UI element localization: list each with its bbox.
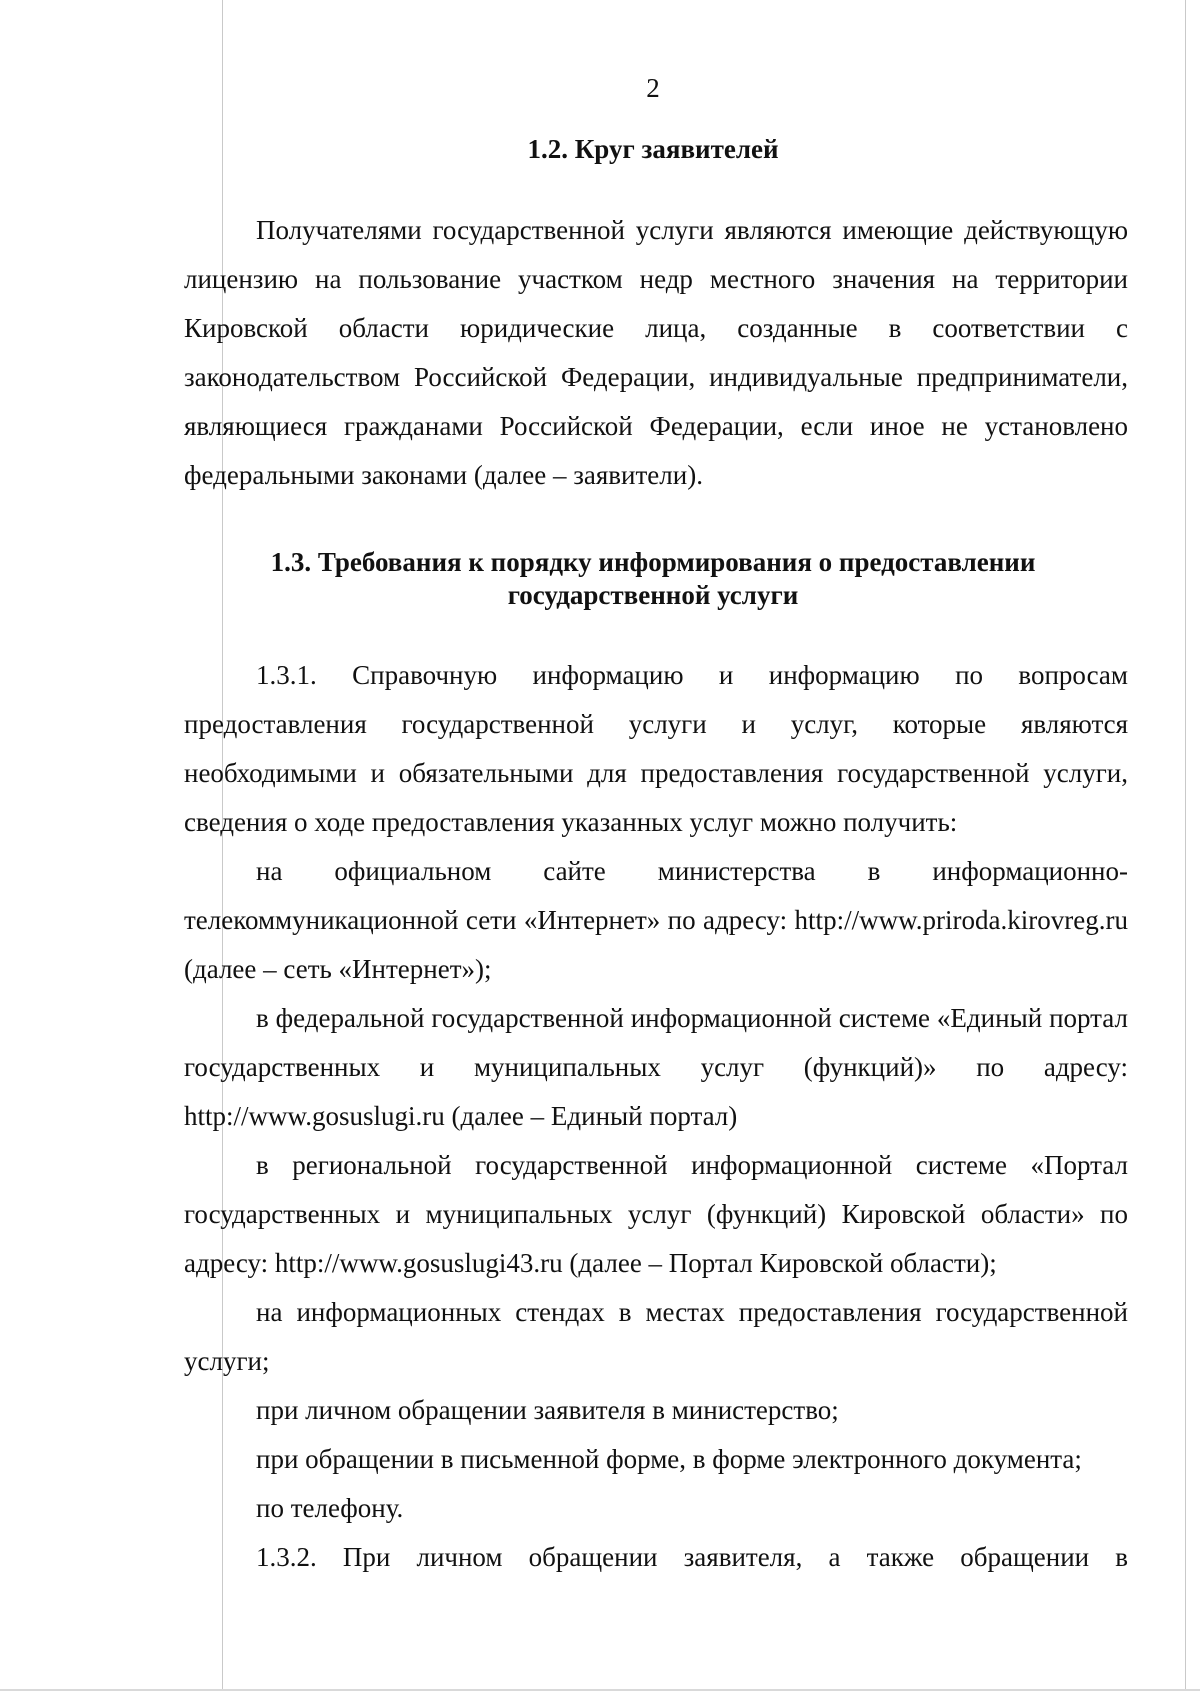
section-1-3-heading-line2: государственной услуги [507,580,799,610]
section-1-3-heading-line1: 1.3. Требования к порядку информирования о предоставлении [270,547,1036,577]
paragraph-personal-visit: при личном обращении заявителя в министерство; [256,1395,839,1425]
paragraph-phone: по телефону. [256,1493,404,1523]
paragraph-federal-portal: в федеральной государственной информационной системе «Единый портал государственных и муниципальных услуг (функций)» по адресу: http://www.gosuslugi.ru (далее – Единый портал) [184,1003,1128,1131]
section-1-2-paragraph: Получателями государственной услуги являются имеющие действующую лицензию на пользование участком недр местного значения на территории Кировской области юридические лица, созданные в соответствии с законодательством Российской Федерации, индивидуальные предприниматели, являющиеся гражданами Российской Федерации, если иное не установлено федеральными законами (далее – заявители). [184,215,1128,490]
section-1-2-heading: 1.2. Круг заявителей [527,134,779,164]
paragraph-info-stands: на информационных стендах в местах предоставления государственной услуги; [184,1297,1128,1376]
paragraph-written-request: при обращении в письменной форме, в форме электронного документа; [256,1444,1082,1474]
scan-edge-right [1185,0,1186,1691]
paragraph-1-3-1: 1.3.1. Справочную информацию и информацию по вопросам предоставления государственной услуги и услуг, которые являются необходимыми и обязательными для предоставления государственной услуги, сведения о ходе предоставления указанных услуг можно получить: [184,660,1128,837]
page-number: 2 [646,73,660,103]
paragraph-official-site: на официальном сайте министерства в информационно-телекоммуникационной сети «Интернет» по адресу: http://www.priroda.kirovreg.ru (далее – сеть «Интернет»); [184,856,1128,984]
paragraph-regional-portal: в региональной государственной информационной системе «Портал государственных и муниципальных услуг (функций) Кировской области» по адресу: http://www.gosuslugi43.ru (далее – Портал Кировской области); [184,1150,1128,1278]
paragraph-1-3-2: 1.3.2. При личном обращении заявителя, а также обращении в [256,1542,1128,1572]
